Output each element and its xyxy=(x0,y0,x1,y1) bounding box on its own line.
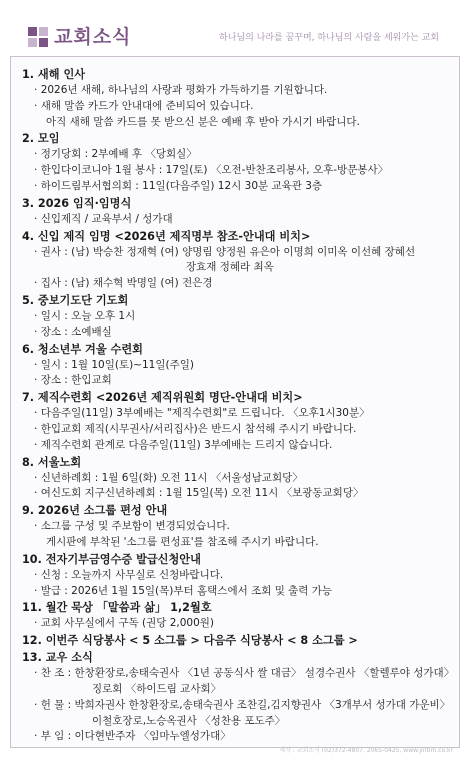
section-title: 12. 이번주 식당봉사 < 5 소그룹 > 다음주 식당봉사 < 8 소그룹 > xyxy=(22,634,358,648)
section-line: · 찬 조 : 한창환장로,송태숙권사 〈1년 공동식사 쌀 대금〉 설경수권사 〈할렐루야 성가대〉 xyxy=(22,666,452,682)
section-line: · 집사 : (남) 채수혁 박명일 (여) 전은경 xyxy=(22,276,452,292)
section-line: · 교회 사무실에서 구독 (권당 2,000원) xyxy=(22,616,452,632)
section-title: 6. 청소년부 겨울 수련회 xyxy=(22,342,143,356)
section-officers-retreat xyxy=(22,389,452,453)
section-title: 9. 2026년 소그룹 편성 안내 xyxy=(22,504,168,518)
section-title: 13. 교우 소식 xyxy=(22,651,93,665)
church-logo-icon xyxy=(28,27,48,47)
section-line: 장효재 정혜라 최옥 xyxy=(186,261,274,274)
section-youth-retreat xyxy=(22,341,452,390)
section-line: · 헌 물 : 박희자권사 한창환장로,송태숙권사 조찬길,김지향권사 〈3개부서 성가대 가운비〉 xyxy=(22,698,452,714)
section-new-officers xyxy=(22,228,452,292)
section-title: 2. 모임 xyxy=(22,132,60,146)
section-line: · 정기당회 : 2부예배 후 〈당회실〉 xyxy=(22,147,452,163)
section-line: 징로회 〈하이드림 교사회〉 xyxy=(92,682,222,695)
section-title: 8. 서울노회 xyxy=(22,455,82,469)
section-small-groups xyxy=(22,502,452,551)
section-new-year xyxy=(22,66,452,130)
section-member-news xyxy=(22,649,455,745)
section-kitchen-service xyxy=(22,632,452,649)
section-title: 3. 2026 임직·임명식 xyxy=(22,196,132,210)
section-line: · 새해 말씀 카드가 안내대에 준비되어 있습니다. xyxy=(22,99,452,115)
section-line: · 2026년 새해, 하나님의 사랑과 평화가 가득하기를 기원합니다. xyxy=(22,83,452,99)
section-line: 아직 새해 말씀 카드를 못 받으신 분은 예배 후 받아 가시기 바랍니다. xyxy=(46,115,360,128)
section-title: 11. 월간 묵상 「말씀과 삶」 1,2월호 xyxy=(22,601,212,615)
section-line: · 장소 : 한입교회 xyxy=(22,373,452,389)
section-prayer-team xyxy=(22,292,452,341)
section-monthly-devotion xyxy=(22,599,452,632)
section-line: · 발급 : 2026년 1월 15일(목)부터 홈택스에서 조회 및 출력 가능 xyxy=(22,584,452,600)
news-list xyxy=(22,66,455,745)
section-line: · 신청 : 오늘까지 사무실로 신청바랍니다. xyxy=(22,568,452,584)
section-line: · 소그룹 구성 및 주보함이 변경되었습니다. xyxy=(22,519,452,535)
section-line: · 부 임 : 이다현반주자 〈임마누엘성가대〉 xyxy=(22,729,452,745)
section-donation-receipt xyxy=(22,551,452,600)
section-line: · 한입교회 제직(시무권사/서리집사)은 반드시 참석해 주시기 바랍니다. xyxy=(22,422,452,438)
section-line: · 한입다이코니아 1월 봉사 : 17일(토) 〈오전-반찬조리봉사, 오후-방문봉사〉 xyxy=(22,163,452,179)
section-line: · 여신도회 지구신년하례회 : 1월 15일(목) 오전 11시 〈보광동교회당〉 xyxy=(22,486,452,502)
section-line: · 일시 : 오늘 오후 1시 xyxy=(22,309,452,325)
section-meetings xyxy=(22,130,452,194)
section-line: · 제직수련회 관계로 다음주일(11일) 3부예배는 드리지 않습니다. xyxy=(22,438,452,454)
section-line: · 장소 : 소예배실 xyxy=(22,325,452,341)
section-presbytery xyxy=(22,454,452,503)
section-line: 이철호장로,노승옥권사 〈성찬용 포도주〉 xyxy=(92,714,286,727)
section-line: · 다음주일(11일) 3부예배는 "제직수련회"로 드립니다. 〈오후1시30분〉 xyxy=(22,406,452,422)
section-title: 10. 전자기부금영수증 발급신청안내 xyxy=(22,552,201,566)
section-line: 게시판에 부착된 '소그룹 편성표'를 참조해 주시기 바랍니다. xyxy=(46,535,319,548)
section-title: 1. 새해 인사 xyxy=(22,68,86,81)
section-title: 7. 제직수련회 <2026년 제직위원회 명단-안내대 비치> xyxy=(22,391,303,405)
page-header xyxy=(0,0,467,52)
section-line: · 신입제직 / 교육부서 / 성가대 xyxy=(22,212,452,228)
section-line: · 권사 : (남) 박승찬 정재혁 (여) 양명림 양정원 유은아 이명희 이미옥 이선혜 장혜선 xyxy=(22,245,452,261)
section-title: 5. 중보기도단 기도회 xyxy=(22,293,129,307)
section-line: · 신년하례회 : 1월 6일(화) 오전 11시 〈서울성남교회당〉 xyxy=(22,471,452,487)
section-line: · 일시 : 1월 10일(토)~11일(주일) xyxy=(22,358,452,374)
church-slogan: 하나님의 나라를 꿈꾸며, 하나님의 사람을 세워가는 교회 xyxy=(219,33,439,43)
page-title: 교회소식 xyxy=(54,26,132,48)
footer-credit: 제작 : 교회소식 (02)372-4807, 2065-0425, www.jintim.co.kr xyxy=(279,747,453,754)
section-title: 4. 신입 제직 임명 <2026년 제직명부 참조-안내대 비치> xyxy=(22,229,311,243)
section-ordination xyxy=(22,195,452,228)
section-line: · 하이드림부서협의회 : 11일(다음주일) 12시 30분 교육관 3층 xyxy=(22,179,452,195)
